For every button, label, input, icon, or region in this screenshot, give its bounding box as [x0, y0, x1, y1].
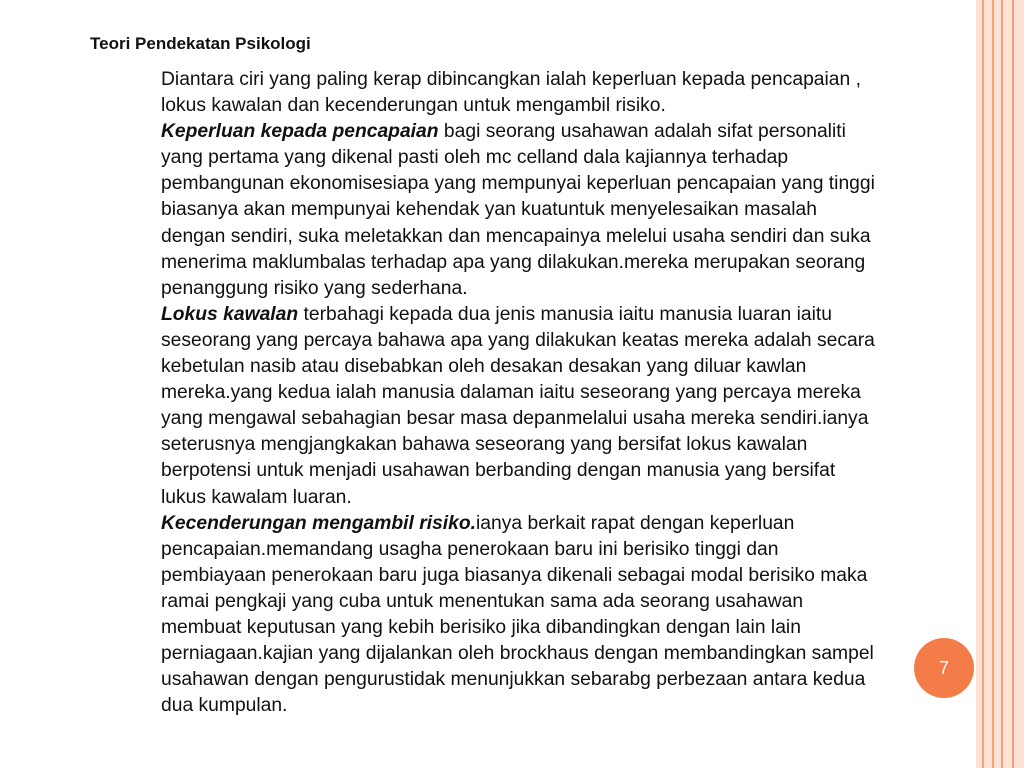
paragraph-line: [161, 693, 1006, 719]
line-text: pencapaian.memandang usagha penerokaan baru ini berisiko tinggi dan: [161, 538, 779, 560]
paragraph-line: [161, 511, 1006, 537]
paragraph-line: [161, 589, 1006, 615]
line-text: perniagaan.kajian yang dijalankan oleh brockhaus dengan membandingkan sampel: [161, 643, 874, 665]
page-number-badge: [914, 638, 974, 698]
line-text: usahawan dengan pengurustidak menunjukkan sebarabg perbezaan antara kedua: [161, 669, 866, 691]
paragraph-line: [161, 458, 1006, 484]
line-text: seseorang yang percaya bahawa apa yang dilakukan keatas mereka adalah secara: [161, 329, 875, 351]
paragraph-line: [161, 380, 1006, 406]
line-text: mereka.yang kedua ialah manusia dalaman iaitu seseorang yang percaya mereka: [161, 382, 861, 404]
line-text: membuat keputusan yang kebih berisiko jika dibandingkan dengan lain lain: [161, 616, 801, 638]
paragraph-line: [161, 197, 1006, 223]
paragraph-line: [161, 224, 1006, 250]
paragraph-line: [161, 119, 1006, 145]
paragraph-line: [161, 406, 1006, 432]
paragraph-line: [161, 250, 1006, 276]
paragraph-line: [161, 667, 1006, 693]
line-text: ramai pengkaji yang cuba untuk menentukan sama ada seorang usahawan: [161, 590, 804, 612]
key-term: Lokus kawalan: [161, 303, 299, 325]
paragraph-line: [161, 432, 1006, 458]
paragraph-line: [161, 171, 1006, 197]
line-text: menerima maklumbalas terhadap apa yang dilakukan.mereka merupakan seorang: [161, 251, 866, 273]
paragraph-line: [161, 302, 1006, 328]
line-text: pembangunan ekonomisesiapa yang mempunyai keperluan pencapaian yang tinggi: [161, 173, 875, 195]
line-text: penanggung risiko yang sederhana.: [161, 277, 468, 299]
line-text: biasanya akan mempunyai kehendak yan kuatuntuk menyelesaikan masalah: [161, 199, 817, 221]
paragraph-line: [161, 537, 1006, 563]
key-term: Kecenderungan mengambil risiko.: [161, 512, 477, 534]
line-text: bagi seorang usahawan adalah sifat personaliti: [438, 121, 846, 143]
line-text: seterusnya mengjangkakan bahawa seseorang yang bersifat lokus kawalan: [161, 434, 808, 456]
line-text: dua kumpulan.: [161, 695, 288, 717]
paragraph-line: [161, 641, 1006, 667]
paragraph-line: [161, 93, 1006, 119]
paragraph-line: [161, 563, 1006, 589]
paragraph-line: [161, 67, 1006, 93]
line-text: ianya berkait rapat dengan keperluan: [476, 512, 795, 534]
paragraph-line: [161, 615, 1006, 641]
line-text: dengan sendiri, suka meletakkan dan mencapainya melelui usaha sendiri dan suka: [161, 225, 871, 247]
paragraph-line: [161, 328, 1006, 354]
line-text: yang mengawal sebahagian besar masa depanmelalui usaha mereka sendiri.ianya: [161, 408, 869, 430]
paragraph-line: [161, 276, 1006, 302]
line-text: Diantara ciri yang paling kerap dibincangkan ialah keperluan kepada pencapaian ,: [161, 69, 861, 90]
line-text: yang pertama yang dikenal pasti oleh mc celland dala kajiannya terhadap: [161, 147, 789, 169]
slide-title: Teori Pendekatan Psikologi: [90, 34, 311, 53]
paragraph-line: [161, 354, 1006, 380]
line-text: kebetulan nasib atau disebabkan oleh desakan desakan yang diluar kawlan: [161, 356, 807, 378]
page-number: 7: [938, 657, 949, 678]
slide-body-text: [161, 67, 1006, 719]
line-text: lukus kawalam luaran.: [161, 486, 352, 508]
key-term: Keperluan kepada pencapaian: [161, 121, 439, 143]
line-text: lokus kawalan dan kecenderungan untuk mengambil risiko.: [161, 95, 666, 117]
paragraph-line: [161, 485, 1006, 511]
line-text: terbahagi kepada dua jenis manusia iaitu manusia luaran iaitu: [298, 303, 832, 325]
line-text: berpotensi untuk menjadi usahawan berbanding dengan manusia yang bersifat: [161, 460, 836, 482]
paragraph-line: [161, 145, 1006, 171]
line-text: pembiayaan penerokaan baru juga biasanya dikenali sebagai modal berisiko maka: [161, 564, 868, 586]
